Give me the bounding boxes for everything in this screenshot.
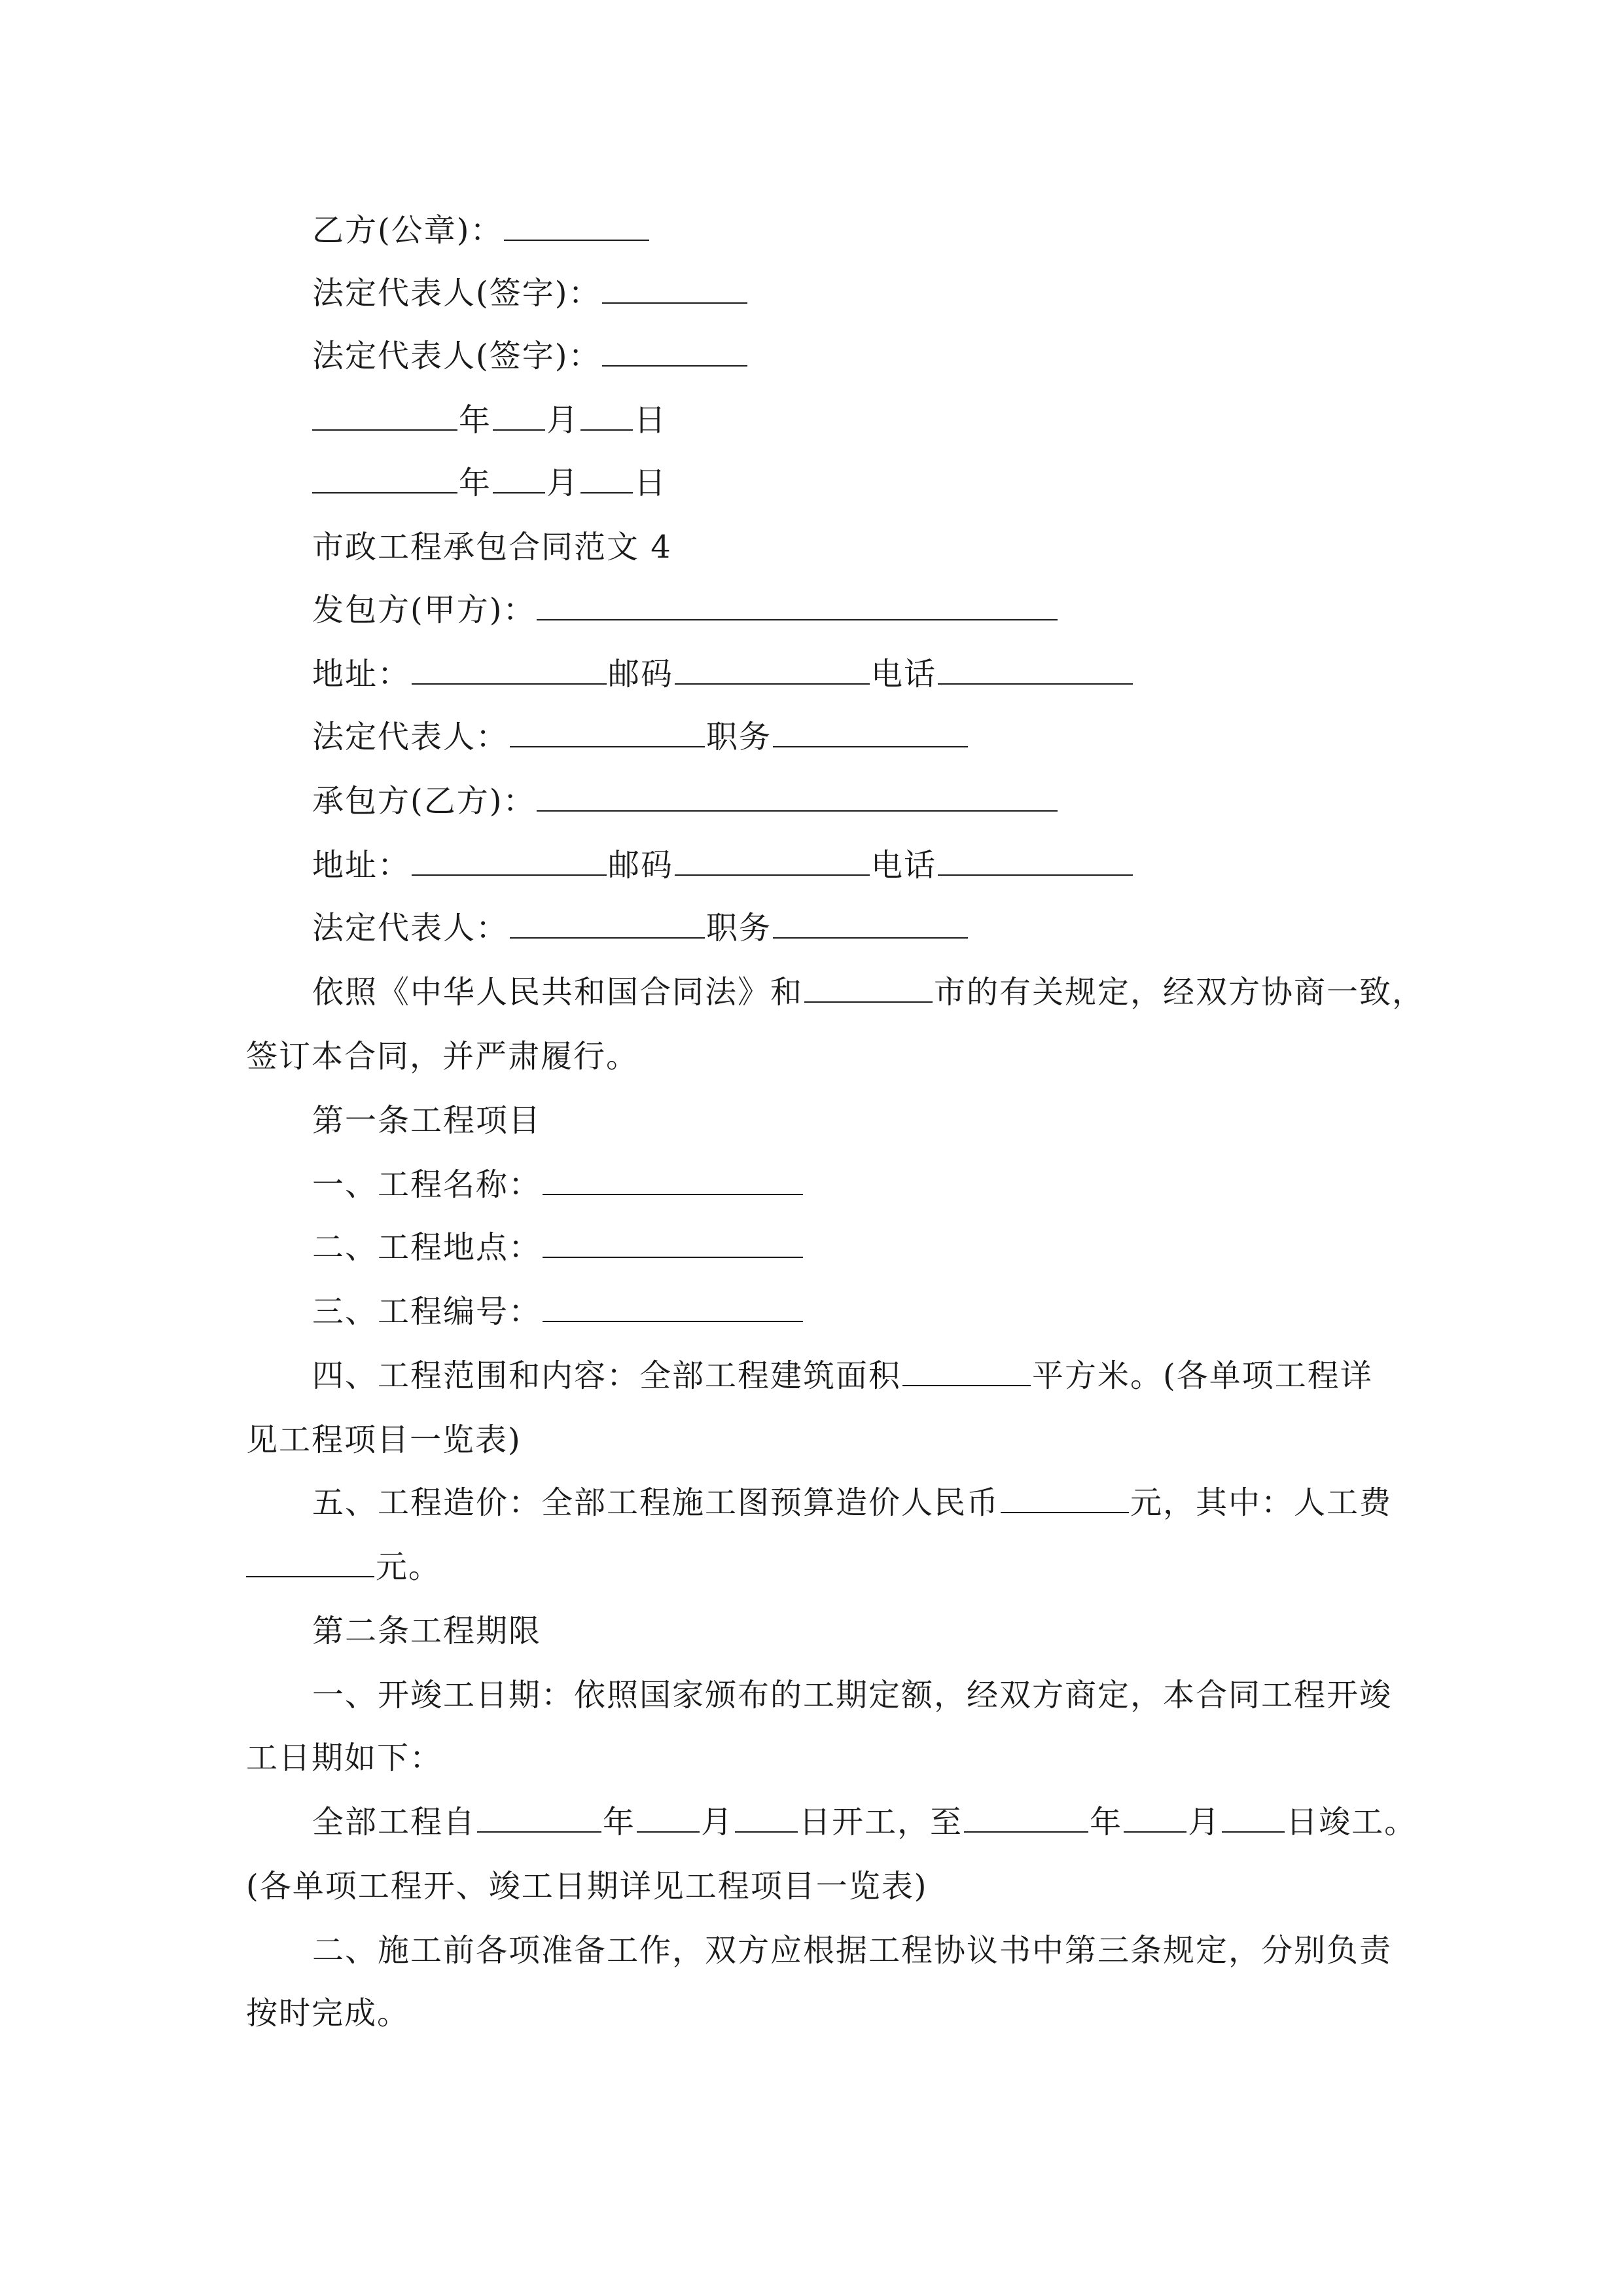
phone-blank xyxy=(938,846,1133,876)
legal-rep-sign-blank-1 xyxy=(602,274,747,304)
project-name-blank xyxy=(543,1165,803,1195)
article-1-heading xyxy=(312,1101,541,1140)
basis-text-cont: 签订本合同，并严肃履行。 xyxy=(246,1038,639,1075)
position-blank xyxy=(773,717,968,747)
address-label: 地址： xyxy=(312,656,411,692)
month-blank xyxy=(493,463,545,493)
end-year-blank xyxy=(964,1803,1088,1833)
legal-rep-blank xyxy=(510,908,705,939)
schedule-line-2 xyxy=(246,1738,442,1778)
contractor-line xyxy=(312,781,1059,821)
party-b-seal-blank xyxy=(504,211,649,241)
address-blank xyxy=(412,655,607,685)
schedule-text: 一、开竣工日期：依照国家颁布的工期定额，经双方商定，本合同工程开竣 xyxy=(312,1677,1393,1713)
preparation-text: 二、施工前各项准备工作，双方应根据工程协议书中第三条规定，分别负责 xyxy=(312,1932,1393,1969)
project-name-line xyxy=(312,1165,804,1204)
period-line-1 xyxy=(312,1803,1417,1842)
postcode-label: 邮码 xyxy=(608,656,674,692)
end-day-label: 日竣工。 xyxy=(1286,1804,1418,1840)
address-blank xyxy=(412,846,607,876)
employer-address-line xyxy=(312,655,1134,694)
cost-text-start: 五、工程造价：全部工程施工图预算造价人民币 xyxy=(312,1484,1000,1521)
employer-legal-rep-line xyxy=(312,717,969,757)
cost-line-1 xyxy=(312,1483,1392,1522)
end-day-blank xyxy=(1222,1803,1285,1833)
labor-cost-blank xyxy=(246,1547,374,1577)
project-name-label: 一、工程名称： xyxy=(312,1166,542,1203)
year-blank xyxy=(312,401,457,431)
scope-line-2 xyxy=(246,1420,522,1460)
cost-blank xyxy=(1001,1483,1129,1513)
legal-rep-sign-label-2: 法定代表人(签字)： xyxy=(312,338,601,374)
project-number-label: 三、工程编号： xyxy=(312,1293,542,1330)
start-day-blank xyxy=(735,1803,798,1833)
phone-label: 电话 xyxy=(871,656,937,692)
city-blank xyxy=(804,973,933,1003)
postcode-blank xyxy=(675,846,870,876)
position-blank xyxy=(773,908,968,939)
day-label: 日 xyxy=(634,465,668,501)
period-note: (各单项工程开、竣工日期详见工程项目一览表) xyxy=(246,1868,928,1905)
scope-text-start: 四、工程范围和内容：全部工程建筑面积 xyxy=(312,1357,902,1394)
party-b-seal-line xyxy=(312,211,651,250)
day-label: 日 xyxy=(634,402,668,439)
contractor-legal-rep-line xyxy=(312,908,969,948)
article-2-title: 第二条工程期限 xyxy=(312,1613,542,1649)
month-label: 月 xyxy=(546,402,580,439)
schedule-line-1 xyxy=(312,1676,1392,1715)
legal-rep-sign-line-1 xyxy=(312,274,749,313)
legal-rep-blank xyxy=(510,717,705,747)
area-blank xyxy=(902,1356,1031,1386)
phone-blank xyxy=(938,655,1133,685)
contractor-address-line xyxy=(312,846,1134,885)
basis-paragraph-line-2 xyxy=(246,1037,639,1076)
end-year-label: 年 xyxy=(1090,1804,1123,1840)
cost-text-end: 元，其中：人工费 xyxy=(1130,1484,1393,1521)
period-start-label: 全部工程自 xyxy=(312,1804,476,1840)
section-title-text: 市政工程承包合同范文 4 xyxy=(312,529,672,565)
day-blank xyxy=(580,463,633,493)
project-number-blank xyxy=(543,1292,803,1322)
postcode-blank xyxy=(675,655,870,685)
project-number-line xyxy=(312,1292,804,1331)
phone-label: 电话 xyxy=(871,847,937,884)
contractor-blank xyxy=(537,781,1058,812)
date-line-2 xyxy=(312,463,667,503)
basis-text-start: 依照《中华人民共和国合同法》和 xyxy=(312,974,804,1011)
party-b-seal-label: 乙方(公章)： xyxy=(312,212,503,249)
start-year-label: 年 xyxy=(603,1804,636,1840)
start-day-label: 日开工，至 xyxy=(799,1804,963,1840)
day-blank xyxy=(580,401,633,431)
preparation-text-cont: 按时完成。 xyxy=(246,1995,410,2032)
year-label: 年 xyxy=(459,465,492,501)
legal-rep-sign-line-2 xyxy=(312,336,749,376)
contractor-label: 承包方(乙方)： xyxy=(312,783,536,819)
legal-rep-label: 法定代表人： xyxy=(312,719,509,755)
cost-text-cont: 元。 xyxy=(376,1549,442,1585)
position-label: 职务 xyxy=(706,719,772,755)
legal-rep-label: 法定代表人： xyxy=(312,910,509,946)
end-month-blank xyxy=(1124,1803,1186,1833)
start-month-blank xyxy=(637,1803,700,1833)
basis-paragraph-line-1 xyxy=(312,973,1425,1012)
year-blank xyxy=(312,463,457,493)
employer-line xyxy=(312,590,1059,630)
preparation-line-1 xyxy=(312,1931,1392,1970)
postcode-label: 邮码 xyxy=(608,847,674,884)
period-line-2 xyxy=(246,1867,927,1906)
article-2-heading xyxy=(312,1611,541,1651)
year-label: 年 xyxy=(459,402,492,439)
employer-blank xyxy=(537,590,1058,620)
scope-text-end: 平方米。(各单项工程详 xyxy=(1032,1357,1373,1394)
section-title xyxy=(312,528,672,567)
scope-line-1 xyxy=(312,1356,1373,1395)
cost-line-2 xyxy=(246,1547,441,1587)
schedule-text-cont: 工日期如下： xyxy=(246,1740,443,1776)
scope-text-cont: 见工程项目一览表) xyxy=(246,1422,522,1458)
position-label: 职务 xyxy=(706,910,772,946)
basis-text-end: 市的有关规定，经双方协商一致， xyxy=(934,974,1425,1011)
start-year-blank xyxy=(477,1803,601,1833)
legal-rep-sign-blank-2 xyxy=(602,336,747,367)
month-label: 月 xyxy=(546,465,580,501)
employer-label: 发包方(甲方)： xyxy=(312,592,536,628)
legal-rep-sign-label-1: 法定代表人(签字)： xyxy=(312,275,601,312)
project-location-line xyxy=(312,1228,804,1267)
preparation-line-2 xyxy=(246,1994,410,2033)
date-line-1 xyxy=(312,401,667,440)
start-month-label: 月 xyxy=(701,1804,734,1840)
article-1-title: 第一条工程项目 xyxy=(312,1102,542,1139)
project-location-blank xyxy=(543,1228,803,1258)
project-location-label: 二、工程地点： xyxy=(312,1229,542,1266)
end-month-label: 月 xyxy=(1188,1804,1221,1840)
month-blank xyxy=(493,401,545,431)
address-label: 地址： xyxy=(312,847,411,884)
